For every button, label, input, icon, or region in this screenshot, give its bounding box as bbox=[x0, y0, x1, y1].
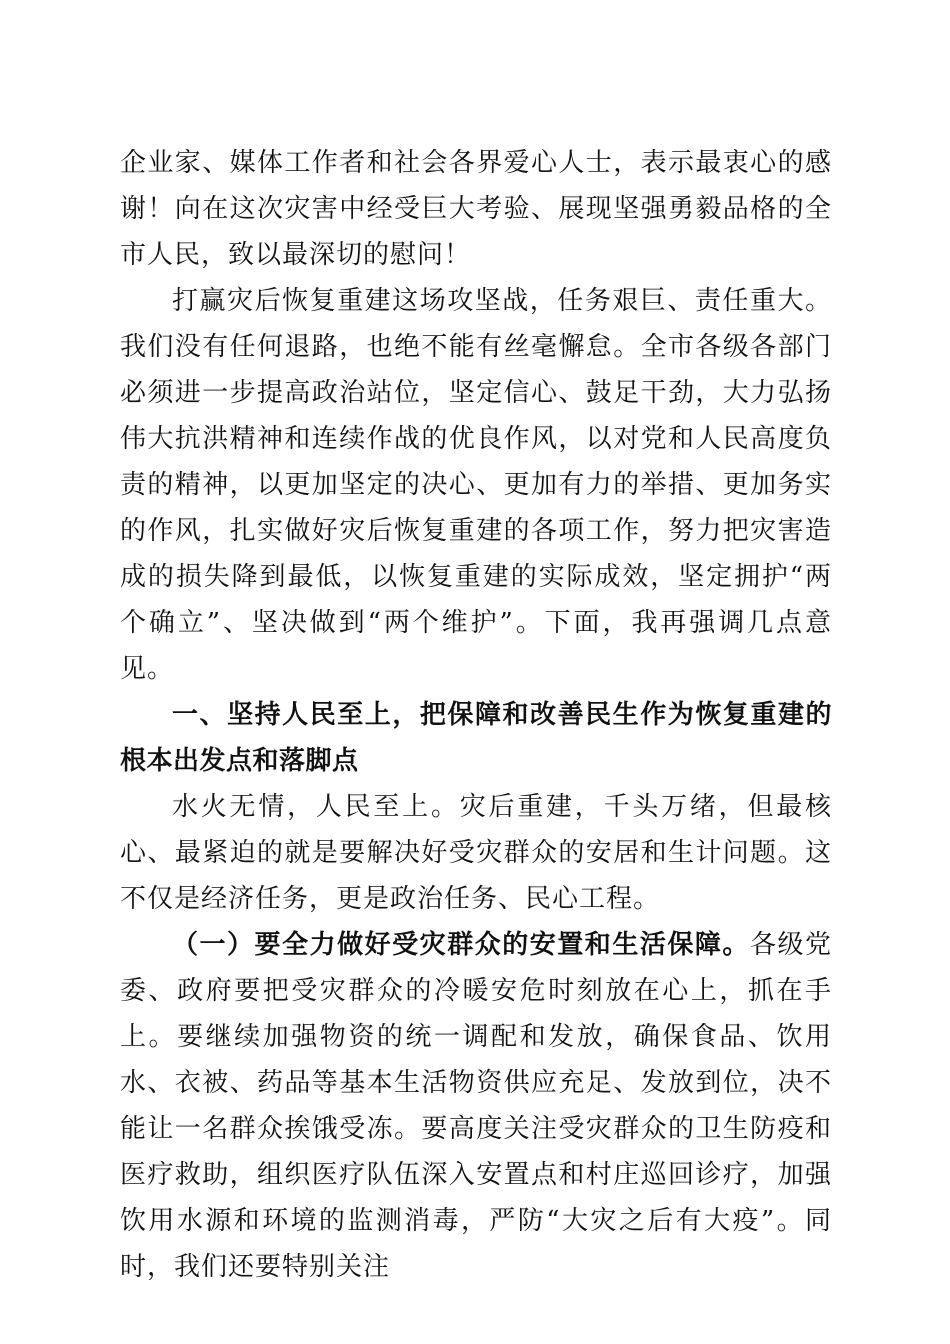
paragraph-1: 企业家、媒体工作者和社会各界爱心人士，表示最衷心的感谢！向在这次灾害中经受巨大考验、展现坚强勇毅品格的全市人民，致以最深切的慰问！ bbox=[120, 148, 832, 270]
section-1-heading: 一、坚持人民至上，把保障和改善民生作为恢复重建的根本出发点和落脚点 bbox=[120, 700, 832, 776]
paragraph-2: 打赢灾后恢复重建这场攻坚战，任务艰巨、责任重大。我们没有任何退路，也绝不能有丝毫懈怠。全市各级各部门必须进一步提高政治站位，坚定信心、鼓足干劲，大力弘扬伟大抗洪精神和连续作战的优良作风，以对党和人民高度负责的精神，以更加坚定的决心、更加有力的举措、更加务实的作风，扎实做好灾后恢复重建的各项工作，努力把灾害造成的损失降到最低，以恢复重建的实际成效，坚定拥护“两个确立”、坚决做到“两个维护”。下面，我再强调几点意见。 bbox=[120, 286, 832, 684]
paragraph-4 bbox=[120, 922, 832, 1290]
paragraph-3: 水火无情，人民至上。灾后重建，千头万绪，但最核心、最紧迫的就是要解决好受灾群众的安居和生计问题。这不仅是经济任务，更是政治任务、民心工程。 bbox=[120, 792, 832, 914]
subsection-1-body: 各级党委、政府要把受灾群众的冷暖安危时刻放在心上，抓在手上。要继续加强物资的统一调配和发放，确保食品、饮用水、衣被、药品等基本生活物资供应充足、发放到位，决不能让一名群众挨饿受冻。要高度关注受灾群众的卫生防疫和医疗救助，组织医疗队伍深入安置点和村庄巡回诊疗，加强饮用水源和环境的监测消毒，严防“大灾之后有大疫”。同时，我们还要特别关注 bbox=[120, 930, 832, 1282]
subsection-1-title: （一）要全力做好受灾群众的安置和生活保障。 bbox=[172, 930, 750, 960]
document-page bbox=[120, 140, 832, 1290]
